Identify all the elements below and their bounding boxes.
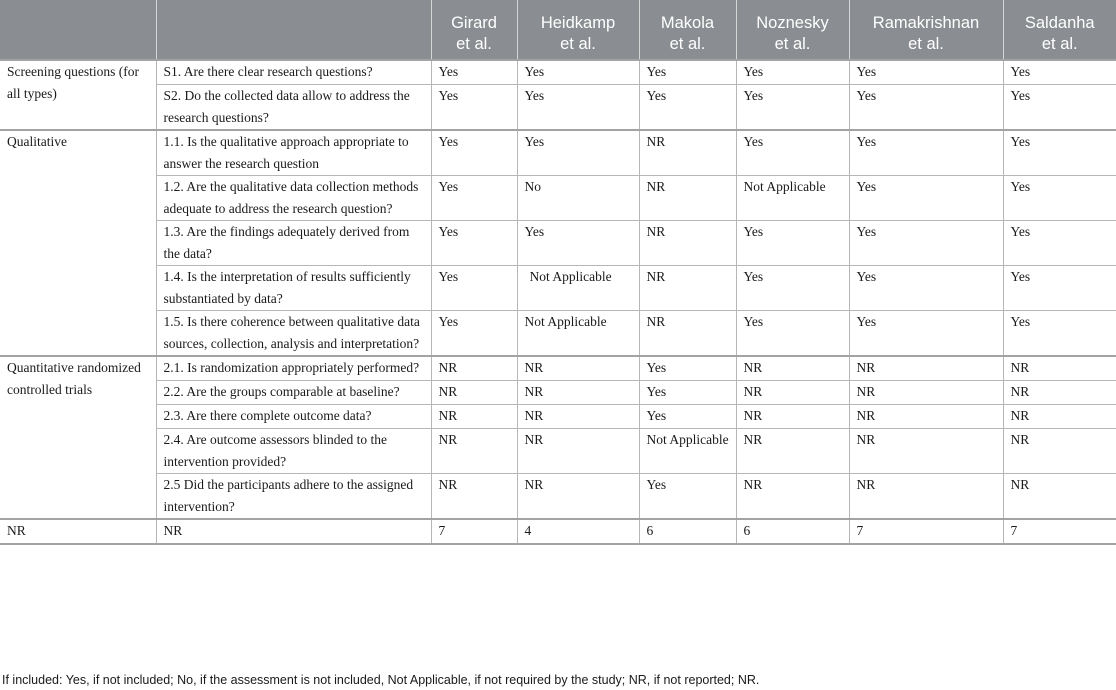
value-cell: NR — [639, 176, 736, 221]
value-cell: NR — [1003, 429, 1116, 474]
value-cell: Yes — [849, 130, 1003, 176]
value-cell: NR — [736, 405, 849, 429]
value-cell: NR — [431, 356, 517, 381]
table-row — [0, 405, 1116, 429]
value-cell: Yes — [736, 85, 849, 131]
value-cell: NR — [431, 474, 517, 520]
value-cell: Yes — [639, 85, 736, 131]
header-text: et al. — [560, 35, 596, 53]
table-row — [0, 85, 1116, 131]
table-row — [0, 266, 1116, 311]
header-row — [0, 0, 1116, 60]
table-header — [0, 0, 1116, 60]
value-cell: Yes — [639, 60, 736, 85]
value-cell: Yes — [849, 85, 1003, 131]
value-cell: Yes — [639, 381, 736, 405]
value-cell: Yes — [431, 266, 517, 311]
table-footnote: If included: Yes, if not included; No, if the assessment is not included, Not Applicable, if not required by the study; NR, if not reported; NR. — [2, 673, 760, 687]
table-body — [0, 60, 1116, 544]
table-row — [0, 311, 1116, 357]
value-cell: NR — [431, 381, 517, 405]
question-cell: S2. Do the collected data allow to address the research questions? — [156, 85, 431, 131]
value-cell: Yes — [639, 356, 736, 381]
value-cell: Yes — [849, 176, 1003, 221]
header-text: Saldanha — [1024, 14, 1095, 32]
value-cell: Yes — [736, 60, 849, 85]
question-cell: 2.4. Are outcome assessors blinded to the intervention provided? — [156, 429, 431, 474]
table-row — [0, 474, 1116, 520]
table-row — [0, 381, 1116, 405]
value-cell: NR — [736, 381, 849, 405]
header-text: Noznesky — [756, 14, 829, 32]
header-study-cell — [1003, 0, 1116, 60]
header-blank-cell — [156, 0, 431, 60]
question-cell: NR — [156, 519, 431, 544]
value-cell: Yes — [1003, 311, 1116, 357]
value-cell: NR — [1003, 381, 1116, 405]
value-cell: Not Applicable — [639, 429, 736, 474]
header-blank-cell — [0, 0, 156, 60]
value-cell: NR — [517, 405, 639, 429]
value-cell: NR — [431, 405, 517, 429]
value-cell: Yes — [517, 60, 639, 85]
header-study-cell — [431, 0, 517, 60]
value-cell: Yes — [849, 266, 1003, 311]
header-study-cell — [517, 0, 639, 60]
value-cell: Yes — [736, 311, 849, 357]
category-cell: NR — [0, 519, 156, 544]
question-cell: 1.2. Are the qualitative data collection methods adequate to address the research question? — [156, 176, 431, 221]
value-cell: Yes — [431, 85, 517, 131]
header-study-cell — [736, 0, 849, 60]
value-cell: Not Applicable — [736, 176, 849, 221]
header-study-cell — [639, 0, 736, 60]
value-cell: Yes — [736, 266, 849, 311]
nr-count-cell: 7 — [1003, 519, 1116, 544]
table-row — [0, 130, 1116, 176]
nr-count-cell: 6 — [639, 519, 736, 544]
value-cell: NR — [517, 429, 639, 474]
header-text: et al. — [774, 35, 811, 53]
header-text: et al. — [669, 35, 706, 53]
value-cell: Yes — [517, 85, 639, 131]
header-text: Heidkamp — [540, 14, 616, 32]
header-text: et al. — [1041, 35, 1078, 53]
value-cell: Yes — [517, 221, 639, 266]
value-cell: Yes — [639, 474, 736, 520]
value-cell: NR — [849, 356, 1003, 381]
question-cell: 1.1. Is the qualitative approach appropriate to answer the research question — [156, 130, 431, 176]
table-row — [0, 429, 1116, 474]
value-cell: NR — [639, 311, 736, 357]
value-cell: Yes — [1003, 60, 1116, 85]
value-cell: Yes — [1003, 176, 1116, 221]
value-cell: Yes — [736, 130, 849, 176]
value-cell: NR — [849, 381, 1003, 405]
question-cell: 2.3. Are there complete outcome data? — [156, 405, 431, 429]
value-cell: NR — [849, 474, 1003, 520]
value-cell: Yes — [517, 130, 639, 176]
question-cell: 2.5 Did the participants adhere to the assigned intervention? — [156, 474, 431, 520]
value-cell: Yes — [1003, 85, 1116, 131]
value-cell: Yes — [431, 60, 517, 85]
value-cell: NR — [517, 356, 639, 381]
question-cell: 1.3. Are the findings adequately derived from the data? — [156, 221, 431, 266]
value-cell: NR — [1003, 405, 1116, 429]
value-cell: Yes — [431, 311, 517, 357]
value-cell: Not Applicable — [517, 266, 639, 311]
value-cell: NR — [517, 474, 639, 520]
value-cell: No — [517, 176, 639, 221]
question-cell: 2.1. Is randomization appropriately performed? — [156, 356, 431, 381]
value-cell: NR — [736, 474, 849, 520]
header-text: et al. — [908, 35, 944, 53]
value-cell: NR — [1003, 356, 1116, 381]
value-cell: NR — [849, 405, 1003, 429]
value-cell: NR — [431, 429, 517, 474]
value-cell: NR — [736, 429, 849, 474]
value-cell: Not Applicable — [517, 311, 639, 357]
value-cell: Yes — [639, 405, 736, 429]
nr-count-cell: 7 — [849, 519, 1003, 544]
question-cell: S1. Are there clear research questions? — [156, 60, 431, 85]
value-cell: NR — [639, 130, 736, 176]
value-cell: Yes — [431, 130, 517, 176]
question-cell: 1.4. Is the interpretation of results sufficiently substantiated by data? — [156, 266, 431, 311]
category-cell: Quantitative randomized controlled trials — [0, 356, 156, 519]
header-text: et al. — [456, 35, 492, 53]
value-cell: Yes — [1003, 221, 1116, 266]
value-cell: Yes — [849, 60, 1003, 85]
nr-count-cell: 7 — [431, 519, 517, 544]
value-cell: NR — [849, 429, 1003, 474]
nr-count-cell: 4 — [517, 519, 639, 544]
header-study-cell — [849, 0, 1003, 60]
value-cell: Yes — [431, 176, 517, 221]
category-cell: Screening questions (for all types) — [0, 60, 156, 130]
value-cell: NR — [736, 356, 849, 381]
value-cell: Yes — [431, 221, 517, 266]
nr-count-row — [0, 519, 1116, 544]
question-cell: 2.2. Are the groups comparable at baseline? — [156, 381, 431, 405]
value-cell: NR — [639, 221, 736, 266]
value-cell: NR — [1003, 474, 1116, 520]
header-text: Makola — [660, 14, 715, 32]
value-cell: Yes — [1003, 266, 1116, 311]
value-cell: Yes — [849, 221, 1003, 266]
value-cell: Yes — [1003, 130, 1116, 176]
header-text: Girard — [451, 14, 497, 32]
table-row — [0, 176, 1116, 221]
category-cell: Qualitative — [0, 130, 156, 356]
table-row — [0, 221, 1116, 266]
value-cell: Yes — [736, 221, 849, 266]
nr-count-cell: 6 — [736, 519, 849, 544]
value-cell: Yes — [849, 311, 1003, 357]
value-cell: NR — [639, 266, 736, 311]
header-text: Ramakrishnan — [872, 14, 980, 32]
table-row — [0, 356, 1116, 381]
value-cell: NR — [517, 381, 639, 405]
question-cell: 1.5. Is there coherence between qualitative data sources, collection, analysis and interpretation? — [156, 311, 431, 357]
table-row — [0, 60, 1116, 85]
